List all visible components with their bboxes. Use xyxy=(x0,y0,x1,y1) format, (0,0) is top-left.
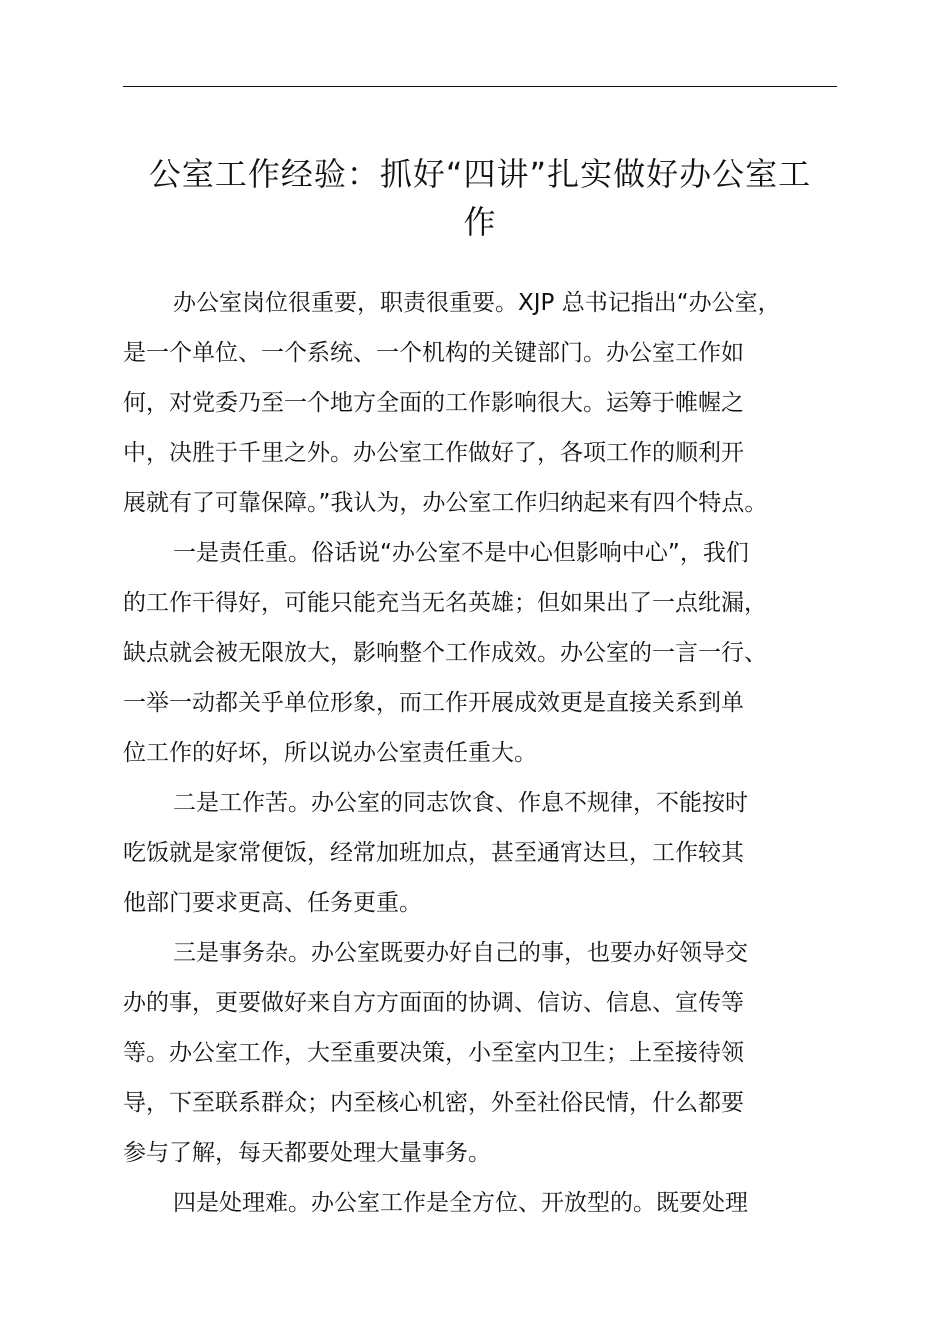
text-line: 是一个单位、一个系统、一个机构的关键部门。办公室工作如 xyxy=(123,340,744,366)
title-line-1: 公室工作经验：抓好“四讲”扎实做好办公室工 xyxy=(148,155,812,193)
text-line: 二是工作苦。办公室的同志饮食、作息不规律，不能按时 xyxy=(173,790,748,816)
paragraph-complex-affairs xyxy=(123,928,853,1178)
text-line: 导，下至联系群众；内至核心机密，外至社俗民情，什么都要 xyxy=(123,1090,744,1116)
text-line: 三是事务杂。办公室既要办好自己的事，也要办好领导交 xyxy=(173,940,748,966)
paragraph-responsibility xyxy=(123,528,853,778)
text-line: 中，决胜于千里之外。办公室工作做好了，各项工作的顺利开 xyxy=(123,440,744,466)
text-line: 吃饭就是家常便饭，经常加班加点，甚至通宵达旦，工作较其 xyxy=(123,840,744,866)
title-line-2: 作 xyxy=(463,203,497,241)
text-line: 一是责任重。俗话说“办公室不是中心但影响中心”，我们 xyxy=(173,540,749,566)
text-line: 等。办公室工作，大至重要决策，小至室内卫生；上至接待领 xyxy=(123,1040,744,1066)
paragraph-difficult-handling xyxy=(123,1178,853,1228)
text-line: 四是处理难。办公室工作是全方位、开放型的。既要处理 xyxy=(173,1190,748,1216)
document-title xyxy=(118,150,842,246)
document-body xyxy=(123,278,853,1228)
text-line: 办公室岗位很重要，职责很重要。XJP 总书记指出“办公室， xyxy=(173,290,781,316)
text-line: 一举一动都关乎单位形象，而工作开展成效更是直接关系到单 xyxy=(123,690,744,716)
paragraph-hard-work xyxy=(123,778,853,928)
text-line: 缺点就会被无限放大，影响整个工作成效。办公室的一言一行、 xyxy=(123,640,767,666)
text-line: 何，对党委乃至一个地方全面的工作影响很大。运筹于帷幄之 xyxy=(123,390,744,416)
text-line: 位工作的好坏，所以说办公室责任重大。 xyxy=(123,740,537,766)
text-line: 展就有了可靠保障。”我认为，办公室工作归纳起来有四个特点。 xyxy=(123,490,768,516)
text-line: 他部门要求更高、任务更重。 xyxy=(123,890,422,916)
header-rule xyxy=(123,86,837,87)
text-line: 参与了解，每天都要处理大量事务。 xyxy=(123,1140,491,1166)
text-line: 的工作干得好，可能只能充当无名英雄；但如果出了一点纰漏， xyxy=(123,590,767,616)
text-line: 办的事，更要做好来自方方面面的协调、信访、信息、宣传等 xyxy=(123,990,744,1016)
paragraph-intro xyxy=(123,278,853,528)
